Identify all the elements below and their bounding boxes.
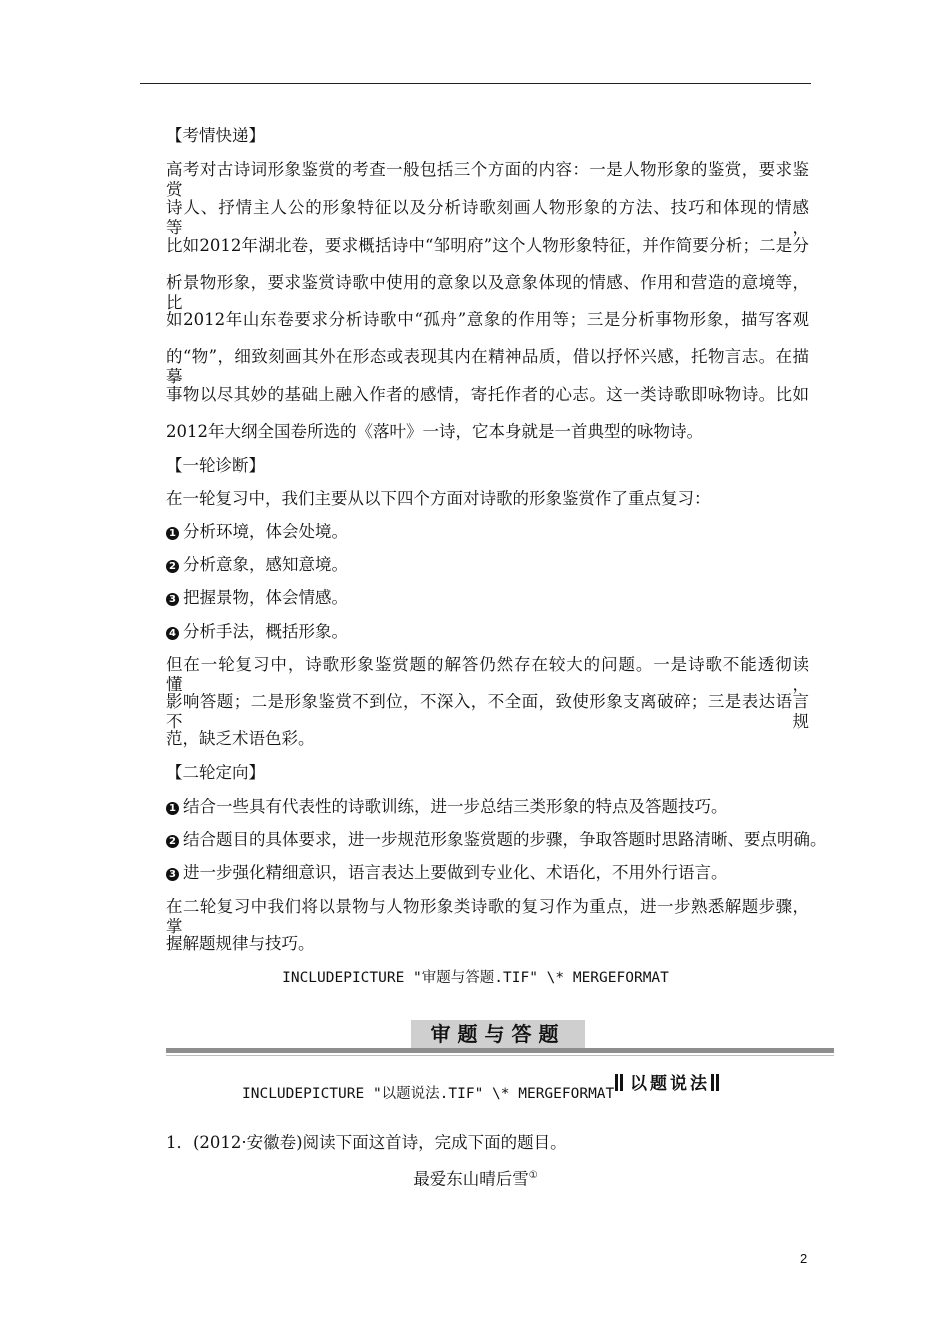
list-item: 2 分析意象，感知意境。 (166, 555, 348, 575)
paragraph-line: 析景物形象，要求鉴赏诗歌中使用的意象以及意象体现的情感、作用和营造的意境等，比 (166, 273, 809, 312)
number-bullet-icon: 2 (166, 835, 179, 848)
banner-rule (166, 1048, 834, 1053)
number-bullet-icon: 4 (166, 627, 179, 640)
header-rule (140, 83, 811, 84)
paragraph-line: 比如2012年湖北卷，要求概括诗中“邹明府”这个人物形象特征，并作简要分析；二是分 (166, 236, 809, 255)
paragraph-line: 事物以尽其妙的基础上融入作者的感情，寄托作者的心志。这一类诗歌即咏物诗。比如 (166, 385, 809, 404)
paragraph-line: 2012年大纲全国卷所选的《落叶》一诗，它本身就是一首典型的咏物诗。 (166, 422, 703, 441)
footnote-marker: ① (528, 1170, 538, 1181)
double-bar-icon (711, 1074, 714, 1091)
number-bullet-icon: 1 (166, 802, 179, 815)
paragraph-line: 的“物”，细致刻画其外在形态或表现其内在精神品质，借以抒怀兴感，托物言志。在描摹 (166, 347, 809, 386)
paragraph-line: 如2012年山东卷要求分析诗歌中“孤舟”意象的作用等；三是分析事物形象，描写客观 (166, 310, 809, 329)
field-code-text: INCLUDEPICTURE "以题说法.TIF" \* MERGEFORMAT (242, 1086, 615, 1102)
number-bullet-icon: 1 (166, 527, 179, 540)
paragraph-line: 诗人、抒情主人公的形象特征以及分析诗歌刻画人物形象的方法、技巧和体现的情感等， (166, 198, 809, 237)
section-heading-first-round: 【一轮诊断】 (166, 456, 265, 475)
paragraph-line: 范，缺乏术语色彩。 (166, 729, 315, 748)
number-bullet-icon: 3 (166, 868, 179, 881)
question-text: 1．(2012·安徽卷)阅读下面这首诗，完成下面的题目。 (166, 1133, 567, 1152)
list-item: 3 进一步强化精细意识，语言表达上要做到专业化、术语化，不用外行语言。 (166, 863, 728, 883)
double-bar-icon (620, 1074, 623, 1091)
method-tag-label: 以题说法 (630, 1074, 710, 1094)
paragraph-line: 在一轮复习中，我们主要从以下四个方面对诗歌的形象鉴赏作了重点复习： (166, 489, 711, 508)
paragraph-line: 在二轮复习中我们将以景物与人物形象类诗歌的复习作为重点，进一步熟悉解题步骤，掌 (166, 897, 809, 936)
paragraph-line: 高考对古诗词形象鉴赏的考查一般包括三个方面的内容：一是人物形象的鉴赏，要求鉴赏 (166, 160, 809, 199)
double-bar-icon (615, 1074, 618, 1091)
double-bar-icon (716, 1074, 719, 1091)
method-tag (614, 1073, 720, 1095)
page-number: 2 (800, 1251, 808, 1266)
list-item: 4 分析手法，概括形象。 (166, 622, 348, 642)
list-item: 1 分析环境，体会处境。 (166, 522, 348, 542)
poem-title: 最爱东山晴后雪① (413, 1169, 538, 1189)
section-heading-exam-info: 【考情快递】 (166, 126, 265, 145)
banner-rule-thin (166, 1055, 834, 1056)
list-item: 1 结合一些具有代表性的诗歌训练，进一步总结三类形象的特点及答题技巧。 (166, 797, 728, 817)
paragraph-line: 握解题规律与技巧。 (166, 934, 315, 953)
paragraph-line: 但在一轮复习中，诗歌形象鉴赏题的解答仍然存在较大的问题。一是诗歌不能透彻读懂， (166, 655, 809, 694)
list-item: 2 结合题目的具体要求，进一步规范形象鉴赏题的步骤，争取答题时思路清晰、要点明确。 (166, 830, 827, 850)
paragraph-line: 影响答题；二是形象鉴赏不到位，不深入，不全面，致使形象支离破碎；三是表达语言不规 (166, 692, 809, 731)
section-heading-second-round: 【二轮定向】 (166, 763, 265, 782)
list-item: 3 把握景物，体会情感。 (166, 588, 348, 608)
section-banner: 审题与答题 (411, 1020, 585, 1048)
number-bullet-icon: 3 (166, 593, 179, 606)
number-bullet-icon: 2 (166, 560, 179, 573)
field-code-text: INCLUDEPICTURE "审题与答题.TIF" \* MERGEFORMAT (282, 970, 669, 986)
